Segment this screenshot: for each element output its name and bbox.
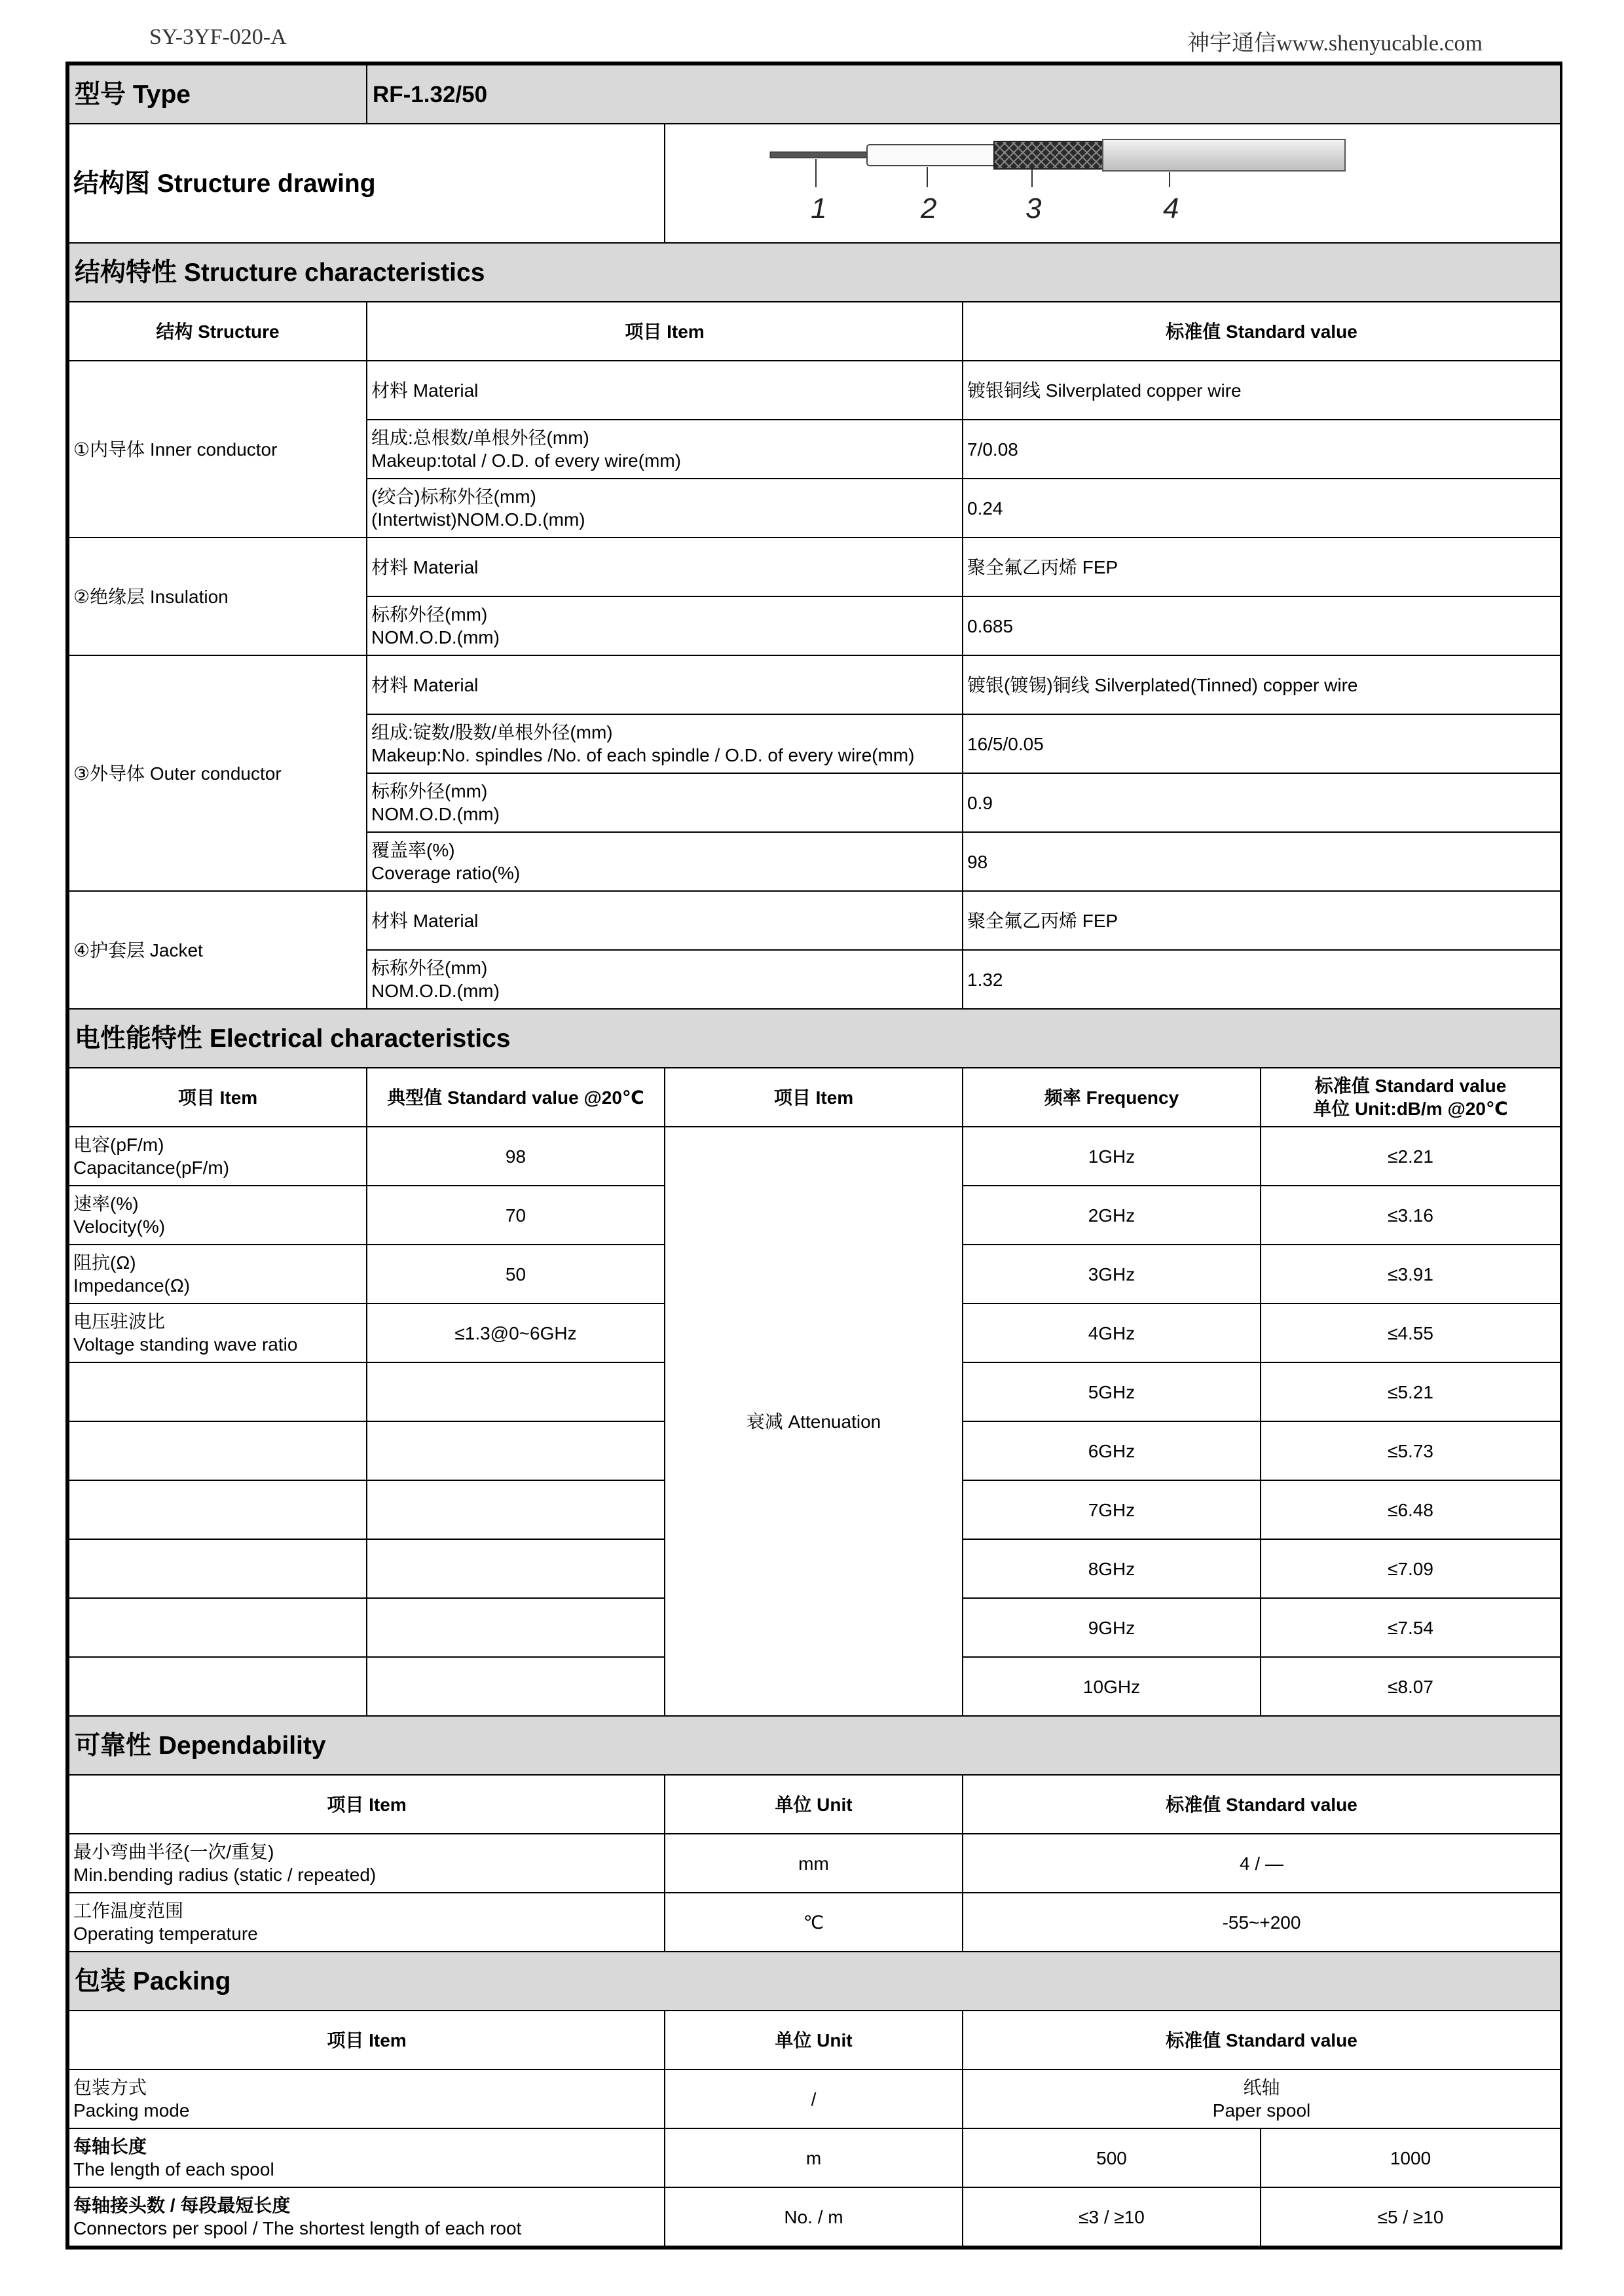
- structure-header-row: [69, 302, 1560, 361]
- type-label: 型号 Type: [69, 65, 367, 124]
- unit-header: 单位 Unit: [665, 2011, 963, 2069]
- standard-value-header: 标准值 Standard value: [963, 302, 1560, 361]
- item-text-cn: (绞合)标称外径(mm): [371, 486, 536, 507]
- item-header: 项目 Item: [367, 302, 963, 361]
- item-header: 项目 Item: [69, 1775, 665, 1834]
- unit-cell: No. / m: [665, 2187, 963, 2246]
- param-en: Impedance(Ω): [73, 1275, 191, 1296]
- empty-cell: [69, 1657, 367, 1716]
- table-row: [69, 538, 1560, 596]
- unit-cell: ℃: [665, 1893, 963, 1952]
- item-text-en: NOM.O.D.(mm): [371, 804, 500, 824]
- value-cell: 聚全氟乙丙烯 FEP: [963, 538, 1560, 596]
- value-cell: 1.32: [963, 950, 1560, 1009]
- attenuation-value: ≤4.55: [1261, 1303, 1560, 1362]
- table-row: [69, 2187, 1560, 2246]
- item-text-en: Makeup:No. spindles /No. of each spindle / O.D. of every wire(mm): [371, 745, 915, 765]
- attenuation-value: ≤3.16: [1261, 1186, 1560, 1245]
- item-header-2: 项目 Item: [665, 1068, 963, 1127]
- frequency-cell: 6GHz: [963, 1421, 1261, 1480]
- unit-cell: /: [665, 2069, 963, 2128]
- callout-1: 1: [811, 192, 827, 225]
- cable-drawing: [665, 125, 1562, 242]
- frequency-cell: 2GHz: [963, 1186, 1261, 1245]
- value-cell: 镀银铜线 Silverplated copper wire: [963, 361, 1560, 420]
- packing-header-row: [69, 2011, 1560, 2069]
- param-cn: 最小弯曲半径(一次/重复): [73, 1842, 274, 1862]
- drawing-row: [69, 124, 1560, 243]
- param-en: Min.bending radius (static / repeated): [73, 1865, 377, 1885]
- spec-table: [68, 64, 1561, 2247]
- item-text-cn: 标称外径(mm): [371, 958, 488, 978]
- attenuation-value: ≤8.07: [1261, 1657, 1560, 1716]
- electrical-section-title: 电性能特性 Electrical characteristics: [69, 1009, 1560, 1068]
- item-text-cn: 标称外径(mm): [371, 604, 488, 625]
- item-text-cn: 组成:锭数/股数/单根外径(mm): [371, 722, 613, 742]
- document-code: SY-3YF-020-A: [149, 25, 287, 49]
- param-cn: 工作温度范围: [73, 1901, 184, 1921]
- insulation-shape: [867, 145, 998, 166]
- value-cell: 4 / —: [963, 1834, 1560, 1893]
- packing-section-title: 包装 Packing: [69, 1952, 1560, 2011]
- empty-cell: [367, 1657, 665, 1716]
- item-text: 材料 Material: [371, 380, 479, 401]
- empty-cell: [367, 1598, 665, 1657]
- param-cn: 阻抗(Ω): [73, 1252, 136, 1273]
- frequency-header: 频率 Frequency: [963, 1068, 1261, 1127]
- table-row: [69, 891, 1560, 950]
- param-en: Capacitance(pF/m): [73, 1157, 230, 1178]
- typical-value: 98: [367, 1127, 665, 1186]
- empty-cell: [69, 1362, 367, 1421]
- standard-value-header: 标准值 Standard value: [963, 1775, 1560, 1834]
- empty-cell: [367, 1362, 665, 1421]
- callout-2: 2: [921, 192, 937, 225]
- frequency-cell: 1GHz: [963, 1127, 1261, 1186]
- table-row: [69, 1127, 1560, 1186]
- param-cn: 速率(%): [73, 1194, 139, 1214]
- outer-conductor-label: ③外导体 Outer conductor: [69, 655, 367, 891]
- unit-header: 单位 Unit:dB/m @20℃: [1313, 1099, 1508, 1119]
- frequency-cell: 7GHz: [963, 1480, 1261, 1539]
- attenuation-value: ≤2.21: [1261, 1127, 1560, 1186]
- item-text-en: (Intertwist)NOM.O.D.(mm): [371, 509, 585, 530]
- frequency-cell: 8GHz: [963, 1539, 1261, 1598]
- table-row: [69, 2069, 1560, 2128]
- company-website: 神宇通信www.shenyucable.com: [1187, 31, 1483, 56]
- attenuation-value: ≤5.73: [1261, 1421, 1560, 1480]
- unit-cell: m: [665, 2128, 963, 2187]
- typical-value: 70: [367, 1186, 665, 1245]
- item-text-cn: 覆盖率(%): [371, 840, 455, 860]
- param-cn: 每轴长度: [73, 2136, 147, 2157]
- insulation-label: ②绝缘层 Insulation: [69, 538, 367, 655]
- value-cell: 镀银(镀锡)铜线 Silverplated(Tinned) copper wire: [963, 655, 1560, 714]
- value-cell: ≤3 / ≥10: [963, 2187, 1261, 2246]
- frequency-cell: 4GHz: [963, 1303, 1261, 1362]
- callout-3: 3: [1025, 192, 1042, 225]
- value-cell: 1000: [1261, 2128, 1560, 2187]
- param-cn: 电容(pF/m): [73, 1135, 164, 1155]
- attenuation-value: ≤6.48: [1261, 1480, 1560, 1539]
- jacket-shape: [1103, 139, 1345, 171]
- unit-header: 单位 Unit: [665, 1775, 963, 1834]
- value-cell: 7/0.08: [963, 420, 1560, 479]
- type-value: RF-1.32/50: [367, 65, 1560, 124]
- empty-cell: [367, 1480, 665, 1539]
- attenuation-value: ≤5.21: [1261, 1362, 1560, 1421]
- inner-conductor-shape: [770, 152, 868, 158]
- frequency-cell: 5GHz: [963, 1362, 1261, 1421]
- value-cell: 500: [963, 2128, 1261, 2187]
- table-row: [69, 1893, 1560, 1952]
- structure-header: 结构 Structure: [69, 302, 367, 361]
- param-en: Velocity(%): [73, 1216, 166, 1237]
- value-cell: 0.9: [963, 773, 1560, 832]
- typical-value-header: 典型值 Standard value @20℃: [367, 1068, 665, 1127]
- param-en: Connectors per spool / The shortest length of each root: [73, 2218, 522, 2238]
- value-cell: 16/5/0.05: [963, 714, 1560, 773]
- packing-mode-cn: 纸轴: [1243, 2077, 1280, 2098]
- value-cell: -55~+200: [963, 1893, 1560, 1952]
- item-text: 材料 Material: [371, 910, 479, 931]
- item-text-en: NOM.O.D.(mm): [371, 627, 500, 647]
- empty-cell: [69, 1480, 367, 1539]
- outer-conductor-shape: [994, 141, 1105, 169]
- value-cell: 聚全氟乙丙烯 FEP: [963, 891, 1560, 950]
- typical-value: 50: [367, 1245, 665, 1303]
- item-header: 项目 Item: [69, 2011, 665, 2069]
- spec-sheet: [65, 62, 1562, 2250]
- standard-value-header: 标准值 Standard value: [1314, 1076, 1507, 1096]
- item-text-en: NOM.O.D.(mm): [371, 981, 500, 1001]
- attenuation-label: 衰减 Attenuation: [665, 1127, 963, 1716]
- frequency-cell: 9GHz: [963, 1598, 1261, 1657]
- drawing-label: 结构图 Structure drawing: [69, 124, 665, 243]
- packing-mode-en: Paper spool: [1212, 2100, 1311, 2121]
- value-cell: ≤5 / ≥10: [1261, 2187, 1560, 2246]
- item-text-cn: 组成:总根数/单根外径(mm): [371, 428, 589, 448]
- table-row: [69, 1834, 1560, 1893]
- type-row: [69, 65, 1560, 124]
- empty-cell: [69, 1421, 367, 1480]
- table-row: [69, 2128, 1560, 2187]
- frequency-cell: 10GHz: [963, 1657, 1261, 1716]
- attenuation-value: ≤7.54: [1261, 1598, 1560, 1657]
- empty-cell: [69, 1598, 367, 1657]
- electrical-header-row: [69, 1068, 1560, 1127]
- standard-value-header: 标准值 Standard value: [963, 2011, 1560, 2069]
- table-row: [69, 361, 1560, 420]
- param-en: Operating temperature: [73, 1923, 258, 1944]
- structure-section-title: 结构特性 Structure characteristics: [69, 243, 1560, 302]
- typical-value: ≤1.3@0~6GHz: [367, 1303, 665, 1362]
- callout-4: 4: [1163, 192, 1179, 225]
- item-text-en: Makeup:total / O.D. of every wire(mm): [371, 450, 682, 471]
- item-text: 材料 Material: [371, 556, 479, 577]
- item-text-cn: 标称外径(mm): [371, 781, 488, 801]
- empty-cell: [367, 1421, 665, 1480]
- empty-cell: [69, 1539, 367, 1598]
- table-row: [69, 655, 1560, 714]
- item-text: 材料 Material: [371, 674, 479, 695]
- param-en: Voltage standing wave ratio: [73, 1334, 298, 1355]
- dependability-header-row: [69, 1775, 1560, 1834]
- unit-cell: mm: [665, 1834, 963, 1893]
- item-text-en: Coverage ratio(%): [371, 863, 521, 883]
- dependability-section-title: 可靠性 Dependability: [69, 1716, 1560, 1775]
- inner-conductor-label: ①内导体 Inner conductor: [69, 361, 367, 538]
- value-cell: 98: [963, 832, 1560, 891]
- attenuation-value: ≤3.91: [1261, 1245, 1560, 1303]
- empty-cell: [367, 1539, 665, 1598]
- param-cn: 每轴接头数 / 每段最短长度: [73, 2195, 291, 2215]
- item-header: 项目 Item: [69, 1068, 367, 1127]
- value-cell: 0.24: [963, 479, 1560, 538]
- param-en: The length of each spool: [73, 2159, 274, 2179]
- param-cn: 包装方式: [73, 2077, 147, 2098]
- structure-drawing: [665, 124, 1560, 243]
- jacket-label: ④护套层 Jacket: [69, 891, 367, 1009]
- attenuation-value: ≤7.09: [1261, 1539, 1560, 1598]
- frequency-cell: 3GHz: [963, 1245, 1261, 1303]
- param-en: Packing mode: [73, 2100, 190, 2121]
- param-cn: 电压驻波比: [73, 1311, 166, 1332]
- value-cell: 0.685: [963, 596, 1560, 655]
